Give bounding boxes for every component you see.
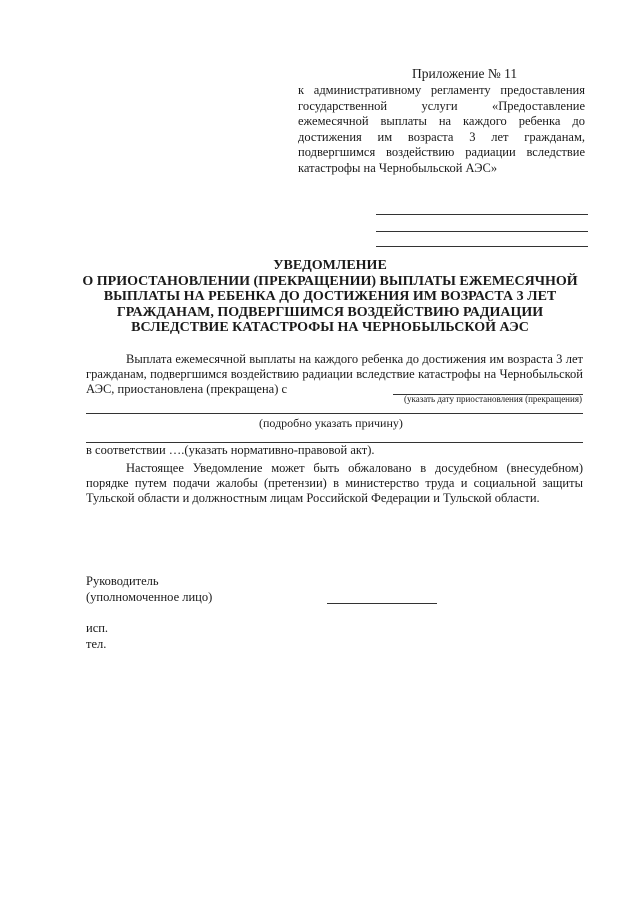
date-hint: (указать дату приостановления (прекращения)	[404, 394, 582, 404]
executor-label: исп.	[86, 621, 109, 635]
suspension-paragraph: Выплата ежемесячной выплаты на каждого ребенка до достижения им возраста 3 лет гражданам, подвергшимся воздействию радиации вследствие катастрофы на Чернобыльской АЭС, приостановлена (прекращена) с	[86, 352, 583, 396]
addressee-line-3	[376, 246, 588, 247]
signature-line	[327, 603, 437, 604]
phone-label: тел.	[86, 637, 107, 651]
reason-line	[86, 413, 583, 414]
legal-act-line: в соответствии ….(указать нормативно-правовой акт).	[86, 443, 375, 457]
appendix-text: к административному регламенту предоставления государственной услуги «Предоставление ежемесячной выплаты на каждого ребенка до достижения им возраста 3 лет гражданам, подвергшимся воздействию радиации вследствие катастрофы на Чернобыльской АЭС»	[298, 83, 585, 175]
signatory-note: (уполномоченное лицо)	[86, 590, 213, 604]
notice-title: УВЕДОМЛЕНИЕ	[273, 258, 387, 273]
notice-heading	[70, 258, 590, 336]
signatory-role: Руководитель	[86, 574, 159, 588]
appendix-title: Приложение № 11	[412, 66, 518, 81]
addressee-line-2	[376, 231, 588, 232]
notice-subtitle: О ПРИОСТАНОВЛЕНИИ (ПРЕКРАЩЕНИИ) ВЫПЛАТЫ ЕЖЕМЕСЯЧНОЙ ВЫПЛАТЫ НА РЕБЕНКА ДО ДОСТИЖЕНИЯ ИМ ВОЗРАСТА 3 ЛЕТ ГРАЖДАНАМ, ПОДВЕРГШИМСЯ ВОЗДЕЙСТВИЮ РАДИАЦИИ ВСЛЕДСТВИЕ КАТАСТРОФЫ НА ЧЕРНОБЫЛЬСКОЙ АЭС	[82, 273, 578, 335]
addressee-line-1	[376, 214, 588, 215]
appeal-paragraph: Настоящее Уведомление может быть обжаловано в досудебном (внесудебном) порядке путем подачи жалобы (претензии) в министерство труда и социальной защиты Тульской области и должностным лицам Российской Федерации и Тульской области.	[86, 461, 583, 505]
reason-hint: (подробно указать причину)	[259, 416, 403, 430]
